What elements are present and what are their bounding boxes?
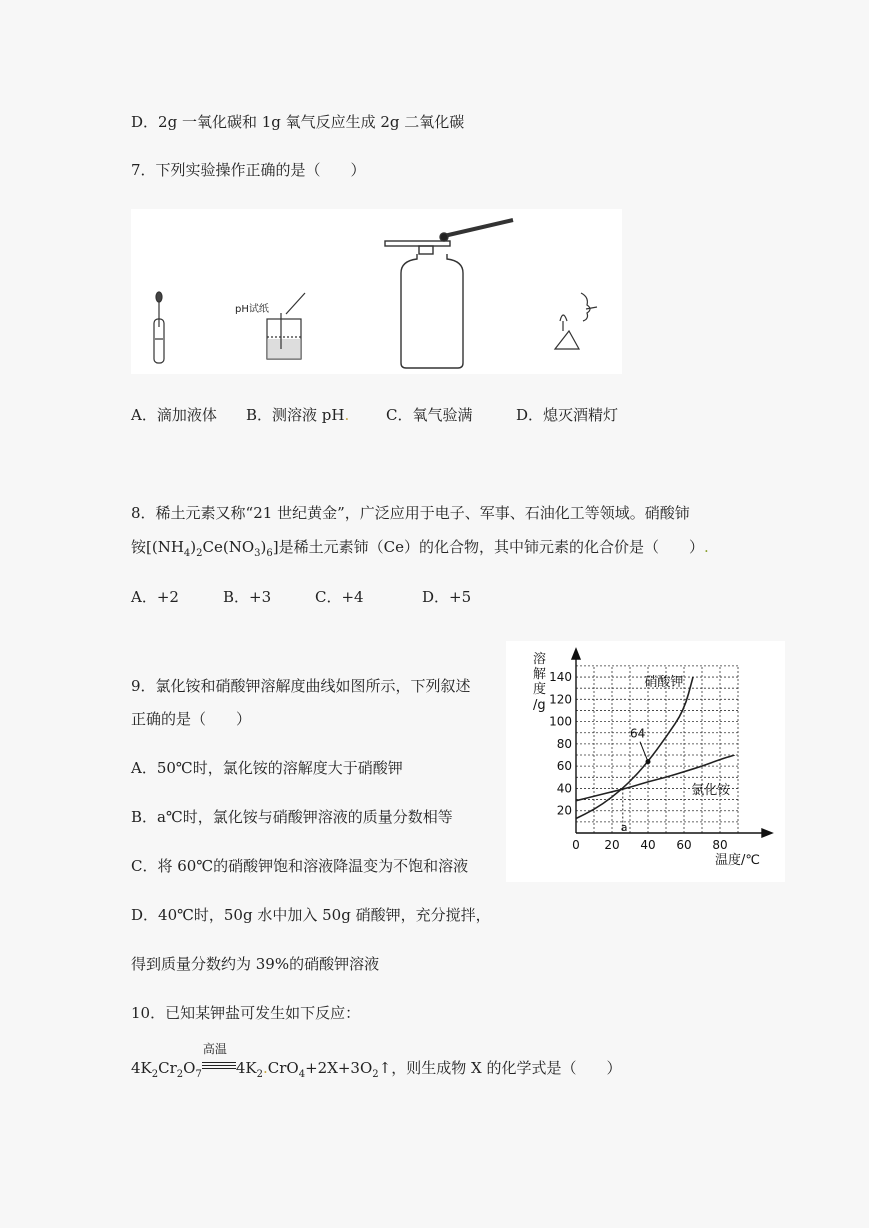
x-tick-label: 60 <box>676 838 692 852</box>
q8-option-b: B．+3 <box>223 588 272 606</box>
annotation-64-pointer <box>640 742 648 762</box>
q7-stem: 7．下列实验操作正确的是（ ） <box>131 161 366 179</box>
q8-stem-line1: 8．稀土元素又称“21 世纪黄金”，广泛应用于电子、军事、石油化工等领域。硝酸铈 <box>131 504 690 522</box>
q7-option-d: D．熄灭酒精灯 <box>516 406 619 424</box>
solubility-chart <box>506 641 785 882</box>
y-tick-label: 100 <box>549 714 572 729</box>
q9-option-d-line1: D．40℃时，50g 水中加入 50g 硝酸钾，充分搅拌， <box>131 906 491 924</box>
q9-option-b: B．a℃时，氯化铵与硝酸钾溶液的质量分数相等 <box>131 808 453 826</box>
annotation-a: a <box>620 821 628 834</box>
annotation-64-point <box>646 759 651 764</box>
y-tick-label: 40 <box>556 781 572 796</box>
series-line-potassium-nitrate <box>576 677 693 818</box>
y-tick-label: 60 <box>556 759 572 774</box>
series-label-potassium-nitrate: 硝酸钾 <box>644 674 684 690</box>
dropper-illustration <box>154 292 164 363</box>
q9-stem-line1: 9．氯化铵和硝酸钾溶解度曲线如图所示，下列叙述 <box>131 677 471 695</box>
q8-options <box>131 587 471 607</box>
gas-jar-illustration <box>385 220 513 368</box>
q7-figure-drawing <box>131 209 622 374</box>
beaker-illustration <box>267 293 305 359</box>
q7-option-c: C．氧气验满 <box>386 406 473 424</box>
x-axis-label: 温度/℃ <box>715 853 760 868</box>
q9-option-d-line2: 得到质量分数约为 39%的硝酸钾溶液 <box>131 955 380 973</box>
y-tick-label: 20 <box>556 803 572 818</box>
y-tick-label: 120 <box>549 692 572 707</box>
series-label-ammonium-chloride: 氯化铵 <box>691 783 731 799</box>
q8-stem-line2: 铵$[(NH_4)_2Ce(NO_3)_6]$是稀土元素铈（Ce）的化合物，其中铈元素的化合价是（ ）. <box>131 538 709 559</box>
q6-option-d: D．2g 一氧化碳和 1g 氧气反应生成 2g 二氧化碳 <box>131 113 465 131</box>
q7-option-b: B．测溶液 pH. <box>246 406 350 424</box>
q9-option-a: A．50℃时，氯化铵的溶解度大于硝酸钾 <box>131 759 403 777</box>
solubility-chart-svg <box>506 641 785 882</box>
q9-stem-line2: 正确的是（ ） <box>131 710 252 728</box>
stray-mark: . <box>344 406 350 424</box>
x-tick-label: 20 <box>604 838 620 852</box>
q7-figure <box>131 209 622 374</box>
y-axis-label-4: /g <box>533 698 546 713</box>
q10-stem: 10．已知某钾盐可发生如下反应： <box>131 1004 361 1022</box>
y-tick-label: 140 <box>549 670 572 685</box>
q9-option-c: C．将 60℃的硝酸钾饱和溶液降温变为不饱和溶液 <box>131 857 469 875</box>
x-tick-label: 0 <box>572 838 580 852</box>
x-tick-label: 40 <box>640 838 656 852</box>
q8-option-c: C．+4 <box>315 588 364 606</box>
q10-equation: $4K_2Cr_2O_7$ 高温 $4K_2.CrO_4+2X+3O_2↑$，则生成物 X 的化学式是（ ） <box>131 1042 622 1080</box>
ph-paper-label: pH试纸 <box>235 304 269 315</box>
reaction-condition: 高温 <box>202 1055 236 1075</box>
q8-option-a: A．+2 <box>131 588 179 606</box>
y-axis-label-2: 解 <box>533 667 547 682</box>
alcohol-lamp-illustration <box>555 293 597 349</box>
x-tick-label: 80 <box>712 838 728 852</box>
q7-options <box>131 405 618 425</box>
q7-option-a: A．滴加液体 <box>131 406 217 424</box>
y-tick-label: 80 <box>556 736 572 751</box>
q8-option-d: D．+5 <box>422 588 472 606</box>
y-axis-label-3: 度 <box>533 682 547 697</box>
y-axis-label-1: 溶 <box>533 652 547 667</box>
annotation-64: 64 <box>630 726 646 741</box>
